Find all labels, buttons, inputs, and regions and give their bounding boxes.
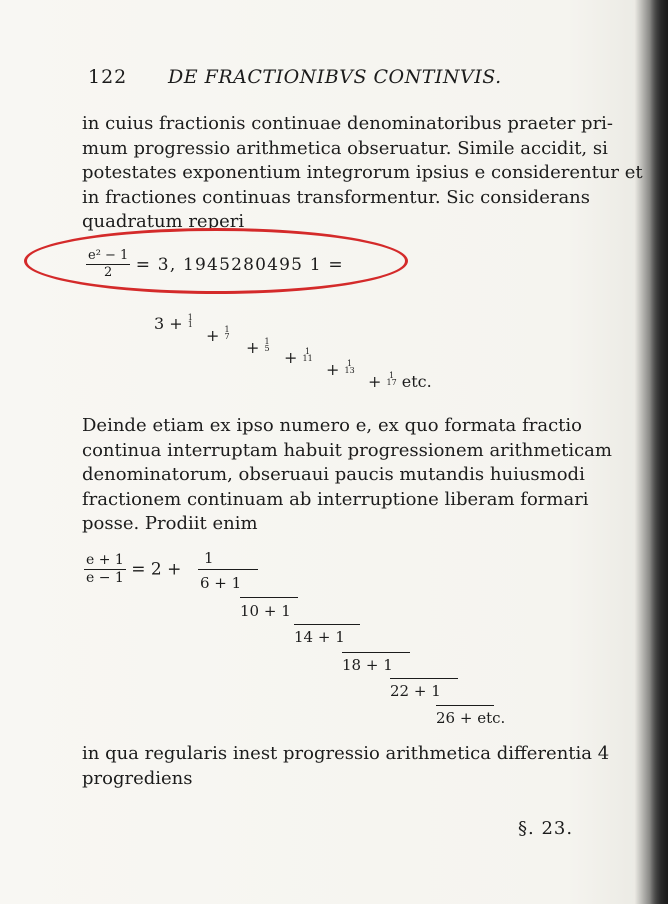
paragraph-line: in cuius fractionis continuae denominatoribus praeter pri- xyxy=(82,113,614,134)
paragraph-line: quadratum reperi xyxy=(82,211,245,232)
cf1-term-den: 5 xyxy=(264,344,270,353)
cf1-term-fraction xyxy=(225,326,230,340)
cf1-term-fraction xyxy=(387,372,397,386)
fraction-bar xyxy=(198,569,258,570)
cf1-leading: 3 + 1 1 xyxy=(154,313,193,333)
equation-1 xyxy=(86,248,344,281)
cf1-tail: etc. xyxy=(401,372,432,391)
cf1-term-fraction xyxy=(303,348,313,362)
equation-2 xyxy=(84,552,181,587)
fraction-numerator: e² − 1 xyxy=(88,248,129,263)
cf1-step: + 1 13 xyxy=(326,359,355,379)
paragraph-line: potestates exponentium integrorum ipsius e considerentur et xyxy=(82,162,643,183)
paragraph-line: progrediens xyxy=(82,767,193,789)
paragraph-line: in qua regularis inest progressio arithmetica differentia 4 xyxy=(82,743,610,764)
cf1-leading-number: 3 xyxy=(154,314,165,333)
cf1-term-den: 11 xyxy=(302,354,313,363)
equation-1-fraction xyxy=(86,248,130,281)
cf1-term-num: 1 xyxy=(305,347,311,356)
cf2-level: 14 + 1 xyxy=(294,628,345,646)
cf1-step: + 1 5 xyxy=(246,337,270,357)
cf1-term-num: 1 xyxy=(264,337,270,346)
fraction-denominator: e − 1 xyxy=(86,570,124,586)
paragraph-line: in fractiones continuas transformentur. Sic considerans xyxy=(82,186,591,208)
cf1-term-den: 13 xyxy=(344,366,355,375)
cf1-term-den: 17 xyxy=(386,378,397,387)
equation-2-equals: = 2 + xyxy=(131,559,182,580)
equation-1-value: = 3, 1945280495 1 = xyxy=(135,254,344,275)
page-gutter-shadow xyxy=(650,0,668,904)
paragraph-1 xyxy=(82,112,643,235)
cf2-level: 18 + 1 xyxy=(342,656,393,674)
equation-2-fraction xyxy=(84,552,126,587)
cf2-level: 22 + 1 xyxy=(390,682,441,700)
paragraph-3 xyxy=(82,742,610,791)
cf1-term-num: 1 xyxy=(389,371,395,380)
cf1-step: + 1 17 etc. xyxy=(368,371,432,391)
cf2-level: 6 + 1 xyxy=(200,574,242,592)
cf1-term-den: 1 xyxy=(187,320,193,329)
paragraph-line: posse. Prodiit enim xyxy=(82,513,258,534)
cf1-term-fraction xyxy=(188,314,193,328)
paragraph-line: denominatorum, obseruaui paucis mutandis huiusmodi xyxy=(82,464,585,485)
paragraph-line: fractionem continuam ab interruptione liberam formari xyxy=(82,488,589,510)
cf1-term-num: 1 xyxy=(187,313,193,322)
cf2-first-numerator: 1 xyxy=(204,549,214,567)
page-number: 122 xyxy=(88,66,128,88)
paragraph-2 xyxy=(82,414,612,537)
paragraph-line: continua interruptam habuit progressionem arithmeticam xyxy=(82,439,612,461)
fraction-denominator: 2 xyxy=(104,265,113,280)
paragraph-line: Deinde etiam ex ipso numero e, ex quo formata fractio xyxy=(82,415,582,436)
fraction-numerator: e + 1 xyxy=(86,552,124,568)
fraction-bar xyxy=(342,652,410,653)
cf1-step: + 1 7 xyxy=(206,325,230,345)
cf1-term-den: 7 xyxy=(224,332,230,341)
fraction-bar xyxy=(436,705,494,706)
cf1-step: + 1 11 xyxy=(284,347,313,367)
cf1-term-num: 1 xyxy=(347,359,353,368)
cf1-term-fraction xyxy=(345,360,355,374)
fraction-bar xyxy=(240,597,298,598)
fraction-bar xyxy=(294,624,360,625)
paragraph-line: mum progressio arithmetica obseruatur. Simile accidit, si xyxy=(82,137,608,159)
cf2-level: 26 + etc. xyxy=(436,709,506,727)
cf2-level: 10 + 1 xyxy=(240,602,291,620)
fraction-bar xyxy=(390,678,458,679)
running-title: DE FRACTIONIBVS CONTINVIS. xyxy=(168,66,502,88)
cf1-term-fraction xyxy=(265,338,270,352)
section-marker: §. 23. xyxy=(518,818,574,839)
cf1-term-num: 1 xyxy=(224,325,230,334)
